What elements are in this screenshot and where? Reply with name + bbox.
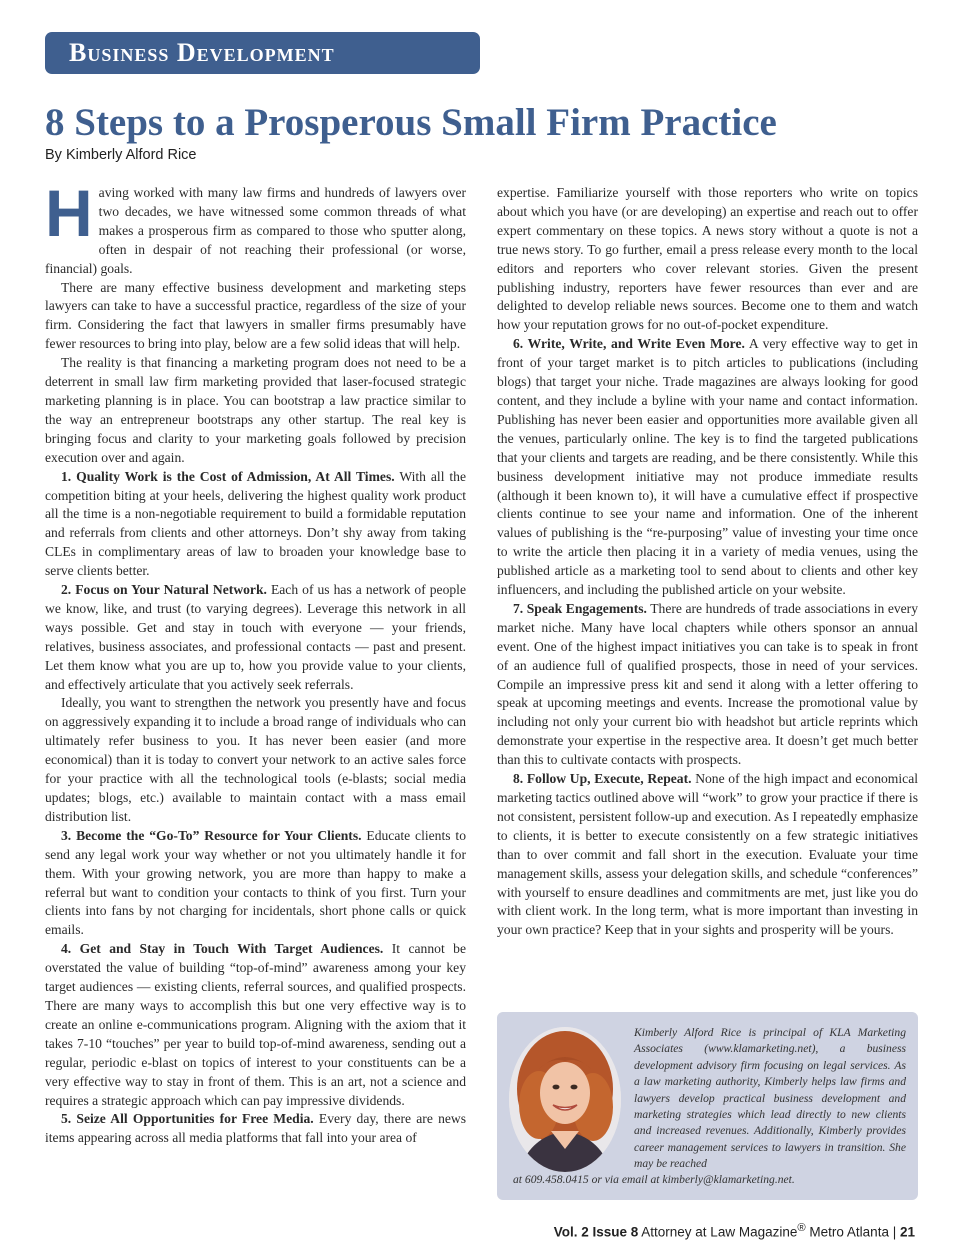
author-photo (509, 1027, 621, 1172)
intro-paragraph: Having worked with many law firms and hundreds of lawyers over two decades, we have witnessed some common threads of what makes a prosperous firm as compared to those who sputter along, often in despair of not reaching their professional (or worse, financial) goals. (45, 176, 466, 276)
byline: By Kimberly Alford Rice (45, 147, 197, 163)
step-heading: 7. Speak Engagements. (513, 600, 647, 616)
step-heading: 8. Follow Up, Execute, Repeat. (513, 771, 692, 787)
section-banner (45, 32, 480, 74)
step-6: 6. Write, Write, and Write Even More. A very effective way to get in front of your target market is to pitch articles to publications (including blogs) that target your niche. Trade magazines are always looking for good content, and they include a byline with your name and contact information. Publishing has never been easier and opportunities more available given all the venues, particularly online. The key is to find the targeted publications that your clients and targets are reading, and be there consistently. While this business development initiative may not produce immediate results (although it been known to), it will have a cumulative effect if prospective clients continue to see your name and information. One of the inherent values of publishing is the “re-purposing” value of investing your time once to write the article then placing it in a variety of media venues, using the published article as a marketing tool to send about to clients and other key influencers, and including the published article on your website. (497, 336, 918, 598)
left-column (45, 176, 467, 1148)
registered-mark: ® (797, 1222, 806, 1234)
step-8: 8. Follow Up, Execute, Repeat. None of the high impact and economical marketing tactics outlined above will “work” to grow your practice if there is not consistent, persistent follow-up and execution. As I repeatedly emphasize to clients, it is better to execute consistently on a few strategic initiatives than to over commit and fall short in the execution. Evaluate your time management skills, assess your delegation skills, and schedule “conferences” with yourself to ensure deadlines and commitments are met, just like you do with client work. In the long term, what is more important than investing in your own practice? Keep that in your sights and prosperity will be yours. (497, 771, 919, 938)
paragraph: There are many effective business development and marketing steps lawyers can take to have a successful practice, regardless of the size of your firm. Considering the fact that lawyers in smaller firms presumably have fewer resources to bring into play, below are a few solid ideas that will help. (45, 279, 466, 352)
bio-text: Kimberly Alford Rice is principal of KLA Marketing Associates (www.klamarketing.net), a business development advisory firm focusing on legal services. As a law marketing authority, Kimberly helps law firms and lawyers develop practical business development and marketing strategies which lead directly to new clients and increased revenues. Additionally, Kimberly provides career management services to lawyers in transition. She may be reached (634, 1026, 906, 1171)
step-heading: 2. Focus on Your Natural Network. (61, 582, 267, 598)
issue-label: Vol. 2 Issue 8 (553, 1224, 639, 1240)
step-5: 5. Seize All Opportunities for Free Media. Every day, there are news items appearing across all media platforms that fall into your area of (45, 1111, 467, 1146)
article-title: 8 Steps to a Prosperous Small Firm Practice (45, 101, 777, 144)
step-4: 4. Get and Stay in Touch With Target Audiences. It cannot be overstated the value of building “top-of-mind” awareness among your key target audiences — existing clients, referral sources, and qualified prospects. There are many ways to accomplish this but one very effective way is to create an online e-communications program. Aligning with the axiom that it takes 7-10 “touches” per year to build top-of-mind awareness, sending out a regular, periodic e-blast on topics of interest to your constituents can be a very effective way to stay in front of them. This is an art, not a science and requires a strategic approach which can pay impressive dividends. (45, 941, 466, 1108)
drop-cap: H (45, 176, 93, 250)
step-3: 3. Become the “Go-To” Resource for Your Clients. Educate clients to send any legal work your way whether or not you ultimately handle it for them. With your growing network, you are more than happy to make a referral but want to condition your contacts to think of you first. Turn your clients into fans by not charging for incidentals, short phone calls or quick emails. (45, 827, 467, 938)
paragraph: The reality is that financing a marketing program does not need to be a deterrent in small law firm marketing provided that laser-focused strategic marketing planning is in place. You can bootstrap a law practice similar to the way an entrepreneur bootstraps any other startup. The real key is bringing focus and clarity to your marketing goals followed by precision execution over and again. (45, 355, 466, 465)
step-2: 2. Focus on Your Natural Network. Each of us has a network of people we know, like, and trust (to varying degrees). Leverage this network in all ways possible. Get and stay in touch with everyone — your friends, relatives, business associates, and professional contacts — past and present. Let them know what you are up to, how you provide value to your clients, and effectively articulate that you actively seek referrals. (45, 582, 466, 692)
bio-contact: at 609.458.0415 or via email at kimberly@klamarketing.net. (513, 1173, 795, 1186)
page-number: 21 (899, 1224, 915, 1240)
step-heading: 1. Quality Work is the Cost of Admission, At All Times. (61, 468, 395, 484)
edition-label: Metro Atlanta | (805, 1224, 900, 1240)
magazine-name: Attorney at Law Magazine (638, 1224, 798, 1240)
page-footer (554, 1222, 915, 1240)
section-label: Business Development (69, 38, 335, 67)
step-heading: 4. Get and Stay in Touch With Target Audiences. (61, 941, 384, 957)
step-1: 1. Quality Work is the Cost of Admission, At All Times. With all the competition biting at your heels, delivering the highest quality work product all the time is a non-negotiable requirement to build a formidable reputation and referrals from clients and other attorneys. Don’t shy away from taking CLEs in complimentary areas of law to broaden your knowledge base to serve clients better. (45, 468, 467, 579)
author-bio-box (497, 1012, 918, 1200)
paragraph: expertise. Familiarize yourself with those reporters who write on topics about which you have (or are developing) an expertise and reach out to offer expert commentary on these topics. A news story without a quote is not a true news story. To go further, email a press release every month to the local editors and reporters who cover relevant stories. Given the present publishing industry, reporters have fewer resources than ever and are delighted to develop reliable news sources. Become one to them and watch how your reputation grows for no out-of-pocket expenditure. (497, 185, 918, 333)
paragraph: Ideally, you want to strengthen the network you presently have and focus on aggressively expanding it to include a broad range of individuals who can ultimately refer business to you. It has never been easier (and more economical) than it is today to convert your network to an active sales force for your practice with all the technological tools (e-blasts; social media updates; blogs, etc.) available to maintain contact with a mass email distribution list. (45, 695, 466, 824)
right-column (497, 184, 918, 940)
step-heading: 5. Seize All Opportunities for Free Media. (61, 1111, 314, 1127)
author-portrait-icon (509, 1027, 621, 1172)
step-heading: 6. Write, Write, and Write Even More. (513, 336, 745, 352)
step-heading: 3. Become the “Go-To” Resource for Your Clients. (61, 827, 362, 843)
step-7: 7. Speak Engagements. There are hundreds of trade associations in every market niche. Many have local chapters while others sponsor an annual event. One of the highest impact initiatives you can take is to speak in front of an audience full of qualified prospects, those in need of your services. Compile an impressive press kit and send it along with a letter offering to speak at upcoming meetings and events. Increase the promotional value by including not only your current bio with headshot but article reprints which demonstrate your expertise in the respective area. It doesn’t get much better than this to cultivate contacts with prospects. (497, 600, 919, 768)
